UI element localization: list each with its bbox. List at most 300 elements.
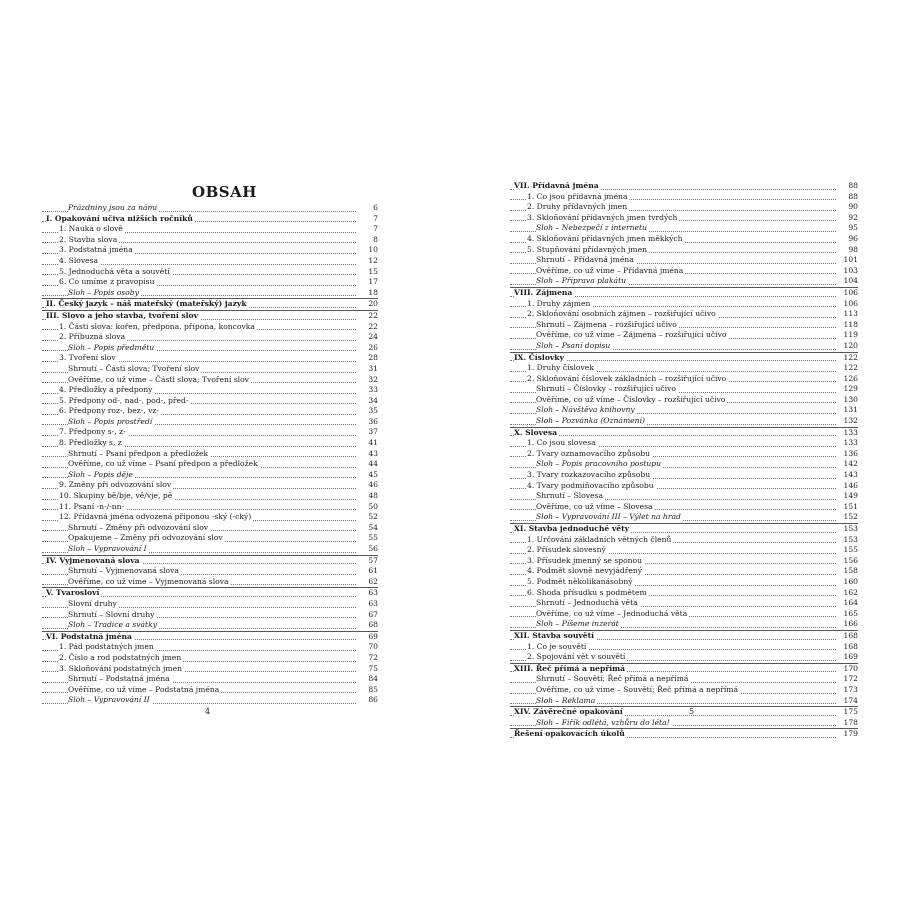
toc-entry-label: Sloh – Popis osoby — [68, 287, 139, 297]
toc-entry — [510, 524, 858, 535]
toc-entry — [42, 385, 378, 396]
toc-entry-label: Shrnutí – Souvětí; Řeč přímá a nepřímá — [536, 674, 689, 684]
toc-entry — [42, 417, 378, 428]
toc-entry-label: Ověříme, co už víme – Psaní předpon a předložek — [68, 459, 258, 469]
toc-entry — [510, 609, 858, 620]
toc-entry — [42, 502, 378, 513]
toc-entry — [510, 223, 858, 234]
toc-entry-page: 37 — [368, 427, 378, 437]
toc-entry-label: Shrnutí – Vyjmenovaná slova — [68, 566, 179, 576]
toc-entry-label: 1. Co je souvětí — [527, 641, 587, 651]
toc-entry-page: 52 — [368, 512, 378, 522]
toc-entry-page: 96 — [848, 233, 858, 243]
toc-entry — [42, 695, 378, 706]
toc-entry-page: 84 — [368, 674, 378, 684]
toc-entry — [510, 416, 858, 428]
toc-entry — [510, 491, 858, 502]
toc-entry-label: Opakujeme – Změny při odvozování slov — [68, 533, 223, 543]
toc-entry-label: Sloh – Popis předmětu — [68, 342, 155, 352]
toc-entry — [510, 234, 858, 245]
toc-entry-label: Prázdniny jsou za námi — [68, 203, 158, 212]
toc-entry-label: Shrnutí – Psaní předpon a předložek — [68, 448, 209, 458]
toc-entry-page: 122 — [843, 352, 858, 362]
toc-entry-label: 1. Nauka o slově — [59, 224, 123, 234]
toc-entry-page: 130 — [843, 394, 858, 404]
toc-entry-label: VIII. Zájmena — [514, 287, 573, 297]
toc-entry-label: X. Slovesa — [514, 427, 558, 437]
toc-entry-label: VI. Podstatná jména — [46, 631, 132, 641]
toc-entry — [42, 267, 378, 278]
toc-entry-label: 5. Předpony od-, nad-, pod-, před- — [59, 395, 189, 405]
toc-entry — [510, 363, 858, 374]
toc-entry — [42, 459, 378, 470]
toc-entry — [510, 276, 858, 288]
toc-entry — [510, 449, 858, 460]
toc-entry-page: 63 — [368, 598, 378, 608]
toc-entry — [510, 438, 858, 449]
toc-entry — [510, 470, 858, 481]
toc-entry — [42, 523, 378, 534]
toc-entry-page: 120 — [843, 340, 858, 350]
toc-entry-label: Sloh – Popis děje — [68, 469, 133, 479]
toc-entry-page: 179 — [843, 729, 858, 739]
toc-entry — [42, 588, 378, 599]
toc-entry-page: 113 — [843, 309, 858, 319]
toc-entry-label: Sloh – Popis pracovního postupu — [536, 459, 662, 469]
toc-entry — [42, 556, 378, 567]
toc-entry-page: 44 — [368, 459, 378, 469]
toc-entry-label: VII. Přídavná jména — [514, 181, 599, 190]
toc-entry-page: 126 — [843, 373, 858, 383]
toc-entry-label: Sloh – Pozvánka (Oznámení) — [536, 416, 645, 426]
toc-entry — [42, 311, 378, 322]
toc-entry-label: 1. Co jsou přídavná jména — [527, 191, 628, 201]
toc-entry-page: 98 — [848, 244, 858, 254]
toc-entry-label: II. Český jazyk – náš mateřský (mateřský) jazyk — [46, 299, 247, 309]
toc-entry-label: 12. Přídavná jména odvozená příponou -ský (-cký) — [59, 512, 252, 522]
toc-entry — [510, 266, 858, 277]
toc-entry-page: 152 — [843, 512, 858, 522]
toc-entry-page: 169 — [843, 652, 858, 662]
toc-entry-label: Sloh – Vypravování III – Výlet na hrad — [536, 512, 681, 522]
toc-entry-page: 46 — [368, 480, 378, 490]
toc-entry-page: 12 — [368, 255, 378, 265]
toc-entry-page: 85 — [368, 684, 378, 694]
toc-entry-label: 1. Druhy zájmen — [527, 298, 591, 308]
toc-entry — [42, 256, 378, 267]
toc-entry-page: 131 — [843, 405, 858, 415]
toc-entry-label: I. Opakování učiva nižších ročníků — [46, 213, 193, 223]
toc-entry-page: 55 — [368, 533, 378, 543]
toc-entry — [42, 449, 378, 460]
toc-entry-page: 41 — [368, 438, 378, 448]
toc-entry-page: 35 — [368, 406, 378, 416]
toc-entry-page: 106 — [843, 298, 858, 308]
toc-entry-label: 1. Určování základních větných členů — [527, 534, 672, 544]
toc-entry-page: 106 — [843, 287, 858, 297]
toc-entry-page: 118 — [843, 319, 858, 329]
toc-entry-label: Sloh – Vypravování I — [68, 544, 147, 553]
toc-entry — [510, 353, 858, 364]
toc-entry-label: Sloh – Píšeme inzerát — [536, 619, 619, 629]
toc-entry — [42, 299, 378, 311]
toc-entry-label: IX. Číslovky — [514, 352, 564, 362]
toc-entry-label: 2. Číslo a rod podstatných jmen — [59, 652, 182, 662]
toc-entry-label: 2. Tvary oznamovacího způsobu — [527, 448, 650, 458]
toc-entry — [42, 235, 378, 246]
toc-entry-page: 20 — [368, 299, 378, 309]
toc-entry-label: Ověříme, co už víme – Zájmena – rozšiřující učivo — [536, 330, 727, 340]
toc-entry-label: 3. Skloňování přídavných jmen tvrdých — [527, 212, 678, 222]
toc-entry — [510, 405, 858, 416]
toc-entry-page: 6 — [373, 203, 378, 212]
toc-entry-page: 26 — [368, 342, 378, 352]
toc-entry — [42, 491, 378, 502]
toc-entry — [42, 214, 378, 225]
toc-entry-label: Ověříme, co už víme – Přídavná jména — [536, 265, 684, 275]
toc-entry-label: 9. Změny při odvozování slov — [59, 480, 172, 490]
toc-entry-label: IV. Vyjmenovaná slova — [46, 555, 140, 565]
toc-entry — [42, 653, 378, 664]
toc-entry-page: 143 — [843, 470, 858, 480]
toc-entry — [42, 470, 378, 481]
toc-entry-label: Sloh – Psaní dopisu — [536, 340, 611, 350]
toc-entry — [510, 481, 858, 492]
toc-entry — [42, 664, 378, 675]
toc-entry-page: 22 — [368, 321, 378, 331]
toc-entry-label: Ověříme, co už víme – Části slova; Tvoření slov — [68, 374, 249, 384]
toc-entry-page: 18 — [368, 287, 378, 297]
toc-entry — [510, 309, 858, 320]
toc-entry — [42, 610, 378, 621]
toc-entry-label: Shrnutí – Části slova; Tvoření slov — [68, 363, 200, 373]
toc-entry-label: Shrnutí – Změny při odvozování slov — [68, 522, 209, 532]
toc-entry-label: 3. Tvoření slov — [59, 353, 116, 363]
toc-entry — [510, 729, 858, 740]
toc-entry-label: III. Slovo a jeho stavba, tvoření slov — [46, 310, 199, 320]
toc-entry — [510, 192, 858, 203]
toc-entry — [510, 245, 858, 256]
toc-entry-label: Shrnutí – Jednoduchá věta — [536, 598, 638, 608]
toc-entry — [510, 428, 858, 439]
toc-entry-page: 164 — [843, 598, 858, 608]
toc-entry — [510, 459, 858, 470]
page-number-left: 4 — [205, 707, 211, 716]
toc-entry-page: 178 — [843, 717, 858, 727]
toc-entry-page: 90 — [848, 202, 858, 212]
toc-entry-page: 70 — [368, 642, 378, 652]
toc-entry-page: 160 — [843, 576, 858, 586]
toc-entry-label: XI. Stavba jednoduché věty — [514, 524, 630, 533]
toc-entry-label: Slovní druhy — [68, 598, 117, 608]
toc-entry — [42, 620, 378, 632]
toc-entry — [510, 545, 858, 556]
toc-entry-page: 69 — [368, 631, 378, 641]
toc-entry-label: 4. Podmět slovně nevyjádřený — [527, 566, 643, 576]
toc-entry-label: 4. Tvary podmiňovacího způsobu — [527, 480, 654, 490]
toc-entry-page: 173 — [843, 684, 858, 694]
toc-entry-page: 175 — [843, 707, 858, 717]
toc-entry — [42, 364, 378, 375]
toc-entry-page: 119 — [843, 330, 858, 340]
toc-entry — [510, 213, 858, 224]
toc-list-right — [510, 181, 858, 740]
toc-entry-label: Ověříme, co už víme – Souvětí; Řeč přímá a nepřímá — [536, 684, 738, 694]
toc-entry-label: 8. Předložky s, z — [59, 438, 122, 448]
toc-entry — [510, 718, 858, 730]
toc-entry-page: 155 — [843, 545, 858, 555]
toc-entry — [510, 535, 858, 546]
toc-entry — [42, 674, 378, 685]
toc-entry — [42, 245, 378, 256]
toc-entry — [510, 502, 858, 513]
toc-entry — [42, 438, 378, 449]
toc-entry-label: 1. Pád podstatných jmen — [59, 642, 154, 652]
toc-entry — [510, 631, 858, 642]
toc-entry-label: 6. Předpony roz-, bez-, vz- — [59, 406, 159, 416]
toc-entry-label: Sloh – Tradice a svátky — [68, 620, 157, 630]
toc-entry-label: XII. Stavba souvětí — [514, 630, 594, 640]
toc-entry — [42, 353, 378, 364]
toc-entry-page: 158 — [843, 566, 858, 576]
toc-entry — [510, 202, 858, 213]
toc-entry-label: 5. Podmět několikanásobný — [527, 576, 633, 586]
toc-entry — [510, 674, 858, 685]
toc-entry — [510, 588, 858, 599]
toc-entry-page: 170 — [843, 663, 858, 673]
toc-entry-page: 122 — [843, 363, 858, 373]
toc-entry-page: 103 — [843, 265, 858, 275]
toc-entry-label: 11. Psaní -n-/-nn- — [59, 501, 125, 511]
toc-entry — [510, 255, 858, 266]
toc-entry-page: 133 — [843, 427, 858, 437]
toc-entry — [42, 544, 378, 556]
toc-entry-label: 6. Co umíme z pravopisu — [59, 277, 155, 287]
toc-entry-label: Sloh – Příprava plakátu — [536, 276, 627, 286]
toc-entry-label: Ověříme, co už víme – Číslovky – rozšiřující učivo — [536, 394, 726, 404]
toc-entry-page: 50 — [368, 501, 378, 511]
toc-entry — [42, 512, 378, 523]
toc-entry-page: 43 — [368, 448, 378, 458]
toc-entry — [510, 330, 858, 341]
toc-entry-label: 4. Předložky a předpony — [59, 385, 153, 395]
toc-entry — [510, 512, 858, 524]
toc-entry-label: Ověříme, co už víme – Jednoduchá věta — [536, 608, 688, 618]
toc-entry-label: Řešení opakovacích úkolů — [514, 729, 625, 739]
toc-entry-page: 95 — [848, 223, 858, 233]
toc-entry — [510, 556, 858, 567]
toc-entry-page: 168 — [843, 641, 858, 651]
page-number-right: 5 — [689, 707, 695, 716]
toc-entry-page: 133 — [843, 438, 858, 448]
toc-entry-label: 10. Skupiny bě/bje, vě/vje, pě — [59, 491, 173, 501]
toc-entry-label: Sloh – Fiřík odlétá, vzhůru do léta! — [536, 717, 670, 727]
toc-entry-label: V. Tvarosloví — [46, 588, 100, 598]
toc-entry-label: Ověříme, co už víme – Podstatná jména — [68, 684, 220, 694]
toc-entry — [42, 375, 378, 386]
toc-entry-label: Sloh – Reklama — [536, 695, 596, 705]
toc-list-left — [42, 203, 378, 706]
toc-entry-page: 75 — [368, 663, 378, 673]
toc-entry — [42, 396, 378, 407]
toc-entry-page: 168 — [843, 630, 858, 640]
toc-entry-page: 153 — [843, 524, 858, 533]
toc-entry-page: 146 — [843, 480, 858, 490]
toc-entry-page: 45 — [368, 469, 378, 479]
toc-entry — [42, 277, 378, 288]
toc-entry-page: 54 — [368, 522, 378, 532]
toc-entry-page: 136 — [843, 448, 858, 458]
toc-entry — [42, 566, 378, 577]
toc-entry — [510, 707, 858, 718]
toc-entry-page: 31 — [368, 363, 378, 373]
toc-entry — [42, 480, 378, 491]
toc-entry-label: 3. Tvary rozkazovacího způsobu — [527, 470, 651, 480]
toc-entry-page: 56 — [368, 544, 378, 553]
toc-entry-label: 1. Co jsou slovesa — [527, 438, 596, 448]
toc-entry-label: XIII. Řeč přímá a nepřímá — [514, 663, 626, 673]
toc-entry-page: 28 — [368, 353, 378, 363]
toc-entry-label: Shrnutí – Přídavná jména — [536, 255, 634, 265]
toc-entry-page: 61 — [368, 566, 378, 576]
toc-entry-page: 142 — [843, 459, 858, 469]
toc-entry — [42, 642, 378, 653]
toc-entry — [510, 320, 858, 331]
toc-entry-label: 1. Části slova: kořen, předpona, přípona, koncovka — [59, 321, 255, 331]
toc-entry-page: 156 — [843, 555, 858, 565]
toc-entry-page: 17 — [368, 277, 378, 287]
toc-entry — [42, 685, 378, 696]
toc-entry-page: 8 — [373, 234, 378, 244]
toc-entry — [42, 203, 378, 214]
toc-entry-label: 5. Jednoduchá věta a souvětí — [59, 266, 170, 276]
toc-entry — [42, 406, 378, 417]
toc-entry-label: 2. Přísudek slovesný — [527, 545, 606, 555]
toc-entry — [510, 395, 858, 406]
toc-entry-page: 22 — [368, 310, 378, 320]
toc-entry — [510, 566, 858, 577]
toc-entry — [42, 577, 378, 589]
toc-entry-page: 165 — [843, 608, 858, 618]
toc-entry-label: 3. Skloňování podstatných jmen — [59, 663, 182, 673]
toc-entry-page: 86 — [368, 695, 378, 705]
toc-entry-page: 162 — [843, 587, 858, 597]
toc-entry — [510, 181, 858, 192]
toc-entry — [510, 598, 858, 609]
toc-entry-label: 2. Spojování vět v souvětí — [527, 652, 626, 662]
toc-entry — [510, 374, 858, 385]
toc-entry-label: 3. Přísudek jmenný se sponou — [527, 555, 643, 565]
toc-entry-label: 4. Skloňování přídavných jmen měkkých — [527, 233, 683, 243]
toc-entry-page: 36 — [368, 416, 378, 426]
toc-entry-page: 149 — [843, 491, 858, 501]
toc-entry — [42, 632, 378, 643]
toc-entry — [510, 288, 858, 299]
toc-entry-page: 68 — [368, 620, 378, 630]
toc-entry — [510, 664, 858, 675]
toc-entry-label: Shrnutí – Slovesa — [536, 491, 604, 501]
toc-entry-page: 129 — [843, 384, 858, 394]
toc-entry-label: 2. Druhy přídavných jmen — [527, 202, 628, 212]
toc-entry-page: 151 — [843, 501, 858, 511]
page-title: OBSAH — [192, 183, 257, 201]
toc-entry-page: 72 — [368, 652, 378, 662]
toc-entry — [42, 427, 378, 438]
toc-entry-page: 48 — [368, 491, 378, 501]
toc-entry-label: Sloh – Návštěva knihovny — [536, 405, 635, 415]
toc-entry — [42, 343, 378, 354]
toc-entry-page: 88 — [848, 181, 858, 190]
toc-entry-page: 132 — [843, 416, 858, 426]
toc-entry-label: 2. Skloňování číslovek základních – rozšiřující učivo — [527, 373, 727, 383]
toc-entry — [510, 384, 858, 395]
toc-entry — [510, 696, 858, 708]
toc-entry — [510, 341, 858, 353]
toc-entry-label: 1. Druhy číslovek — [527, 363, 594, 373]
toc-entry-page: 33 — [368, 385, 378, 395]
toc-entry-label: Shrnutí – Slovní druhy — [68, 609, 155, 619]
toc-entry-page: 101 — [843, 255, 858, 265]
toc-entry-page: 172 — [843, 674, 858, 684]
toc-entry-label: Ověříme, co už víme – Slovesa — [536, 501, 653, 511]
toc-entry — [510, 577, 858, 588]
toc-entry-label: 6. Shoda přísudku s podmětem — [527, 587, 647, 597]
toc-entry-label: Shrnutí – Zájmena – rozšiřující učivo — [536, 319, 677, 329]
toc-entry-label: 4. Slovesa — [59, 255, 99, 265]
toc-entry-page: 10 — [368, 245, 378, 255]
toc-entry — [510, 619, 858, 631]
toc-entry — [42, 288, 378, 300]
toc-entry — [42, 224, 378, 235]
toc-entry-label: Ověříme, co už víme – Vyjmenovaná slova — [68, 576, 229, 586]
toc-entry — [510, 299, 858, 310]
toc-entry-page: 67 — [368, 609, 378, 619]
toc-entry-page: 32 — [368, 374, 378, 384]
toc-entry-page: 88 — [848, 191, 858, 201]
toc-entry-page: 24 — [368, 332, 378, 342]
toc-entry — [42, 322, 378, 333]
toc-entry-label: Sloh – Nebezpečí z internetu — [536, 223, 647, 233]
toc-entry-page: 15 — [368, 266, 378, 276]
toc-entry-page: 153 — [843, 534, 858, 544]
toc-entry-page: 34 — [368, 395, 378, 405]
toc-entry-label: 2. Příbuzná slova — [59, 332, 126, 342]
toc-entry-label: 7. Předpony s-, z- — [59, 427, 126, 437]
toc-entry-label: 3. Podstatná jména — [59, 245, 133, 255]
toc-entry-page: 62 — [368, 576, 378, 586]
toc-entry-label: Sloh – Popis prostředí — [68, 416, 153, 426]
toc-entry — [42, 533, 378, 544]
toc-entry-page: 63 — [368, 588, 378, 598]
toc-entry-page: 104 — [843, 276, 858, 286]
toc-entry-label: 2. Stavba slova — [59, 234, 118, 244]
toc-entry-page: 57 — [368, 555, 378, 565]
toc-entry-page: 92 — [848, 212, 858, 222]
toc-entry-label: Sloh – Vypravování II — [68, 695, 150, 705]
toc-entry-label: Shrnutí – Číslovky – rozšiřující učivo — [536, 384, 676, 394]
toc-entry — [510, 642, 858, 653]
toc-entry — [42, 332, 378, 343]
toc-entry — [510, 652, 858, 664]
toc-entry — [42, 599, 378, 610]
toc-entry-page: 174 — [843, 695, 858, 705]
toc-entry-page: 7 — [373, 213, 378, 223]
toc-entry-label: Shrnutí – Podstatná jména — [68, 674, 170, 684]
toc-entry — [510, 685, 858, 696]
toc-entry-label: XIV. Závěrečné opakování — [514, 707, 623, 717]
toc-entry-label: 2. Skloňování osobních zájmen – rozšiřující učivo — [527, 309, 716, 319]
toc-entry-page: 7 — [373, 224, 378, 234]
